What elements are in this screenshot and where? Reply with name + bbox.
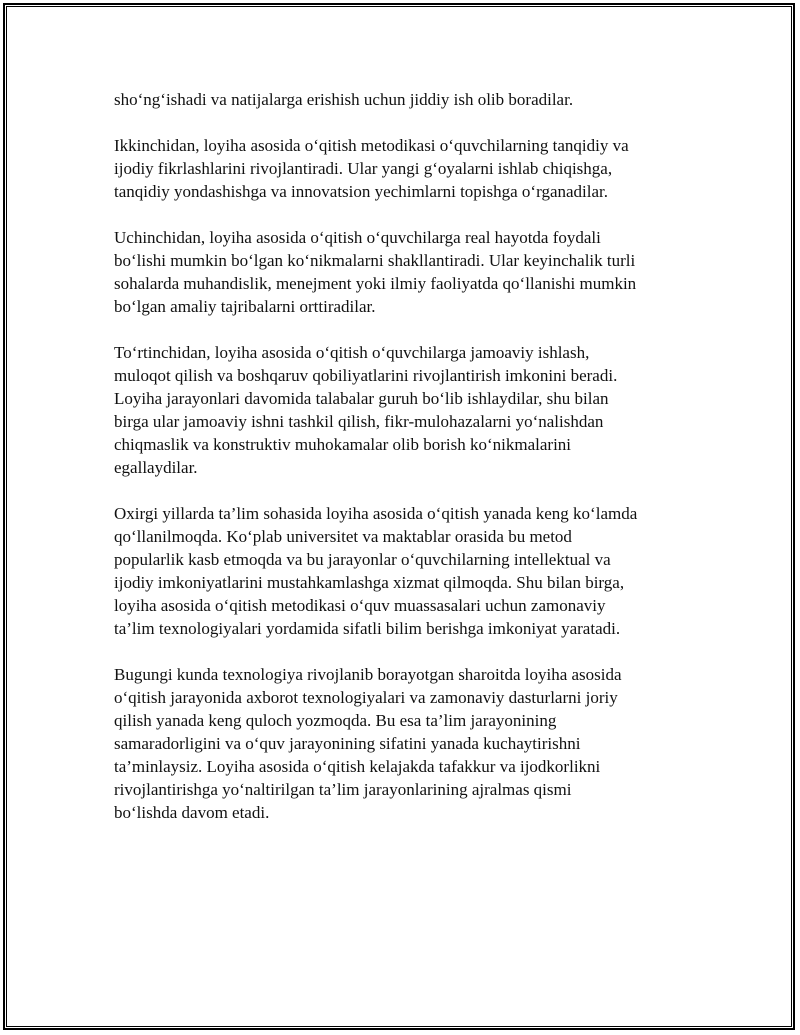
text-line: birga ular jamoaviy ishni tashkil qilish, fikr-mulohazalarni yo‘nalishdan: [114, 412, 604, 431]
document-body: [114, 88, 714, 847]
paragraph-6: [114, 663, 714, 824]
text-line: tanqidiy yondashishga va innovatsion yechimlarni topishga o‘rganadilar.: [114, 182, 609, 201]
text-line: qilish yanada keng quloch yozmoqda. Bu esa ta’lim jarayonining: [114, 711, 557, 730]
text-line: sho‘ng‘ishadi va natijalarga erishish uchun jiddiy ish olib boradilar.: [114, 90, 574, 109]
paragraph-2: [114, 134, 714, 203]
text-line: sohalarda muhandislik, menejment yoki ilmiy faoliyatda qo‘llanishi mumkin: [114, 274, 637, 293]
text-line: qo‘llanilmoqda. Ko‘plab universitet va maktablar orasida bu metod: [114, 527, 572, 546]
text-line: ijodiy imkoniyatlarini mustahkamlashga xizmat qilmoqda. Shu bilan birga,: [114, 573, 625, 592]
text-line: chiqmaslik va konstruktiv muhokamalar olib borish ko‘nikmalarini: [114, 435, 572, 454]
text-line: Ikkinchidan, loyiha asosida o‘qitish metodikasi o‘quvchilarning tanqidiy va: [114, 136, 629, 155]
text-line: popularlik kasb etmoqda va bu jarayonlar o‘quvchilarning intellektual va: [114, 550, 611, 569]
paragraph-5: [114, 502, 714, 640]
text-line: bo‘lishda davom etadi.: [114, 803, 270, 822]
text-line: To‘rtinchidan, loyiha asosida o‘qitish o‘quvchilarga jamoaviy ishlash,: [114, 343, 590, 362]
text-line: Oxirgi yillarda ta’lim sohasida loyiha asosida o‘qitish yanada keng ko‘lamda: [114, 504, 638, 523]
paragraph-4: [114, 341, 714, 479]
text-line: Uchinchidan, loyiha asosida o‘qitish o‘quvchilarga real hayotda foydali: [114, 228, 601, 247]
text-line: muloqot qilish va boshqaruv qobiliyatlarini rivojlantirish imkonini beradi.: [114, 366, 618, 385]
paragraph-1: [114, 88, 714, 111]
text-line: ta’minlaysiz. Loyiha asosida o‘qitish kelajakda tafakkur va ijodkorlikni: [114, 757, 601, 776]
text-line: loyiha asosida o‘qitish metodikasi o‘quv muassasalari uchun zamonaviy: [114, 596, 606, 615]
text-line: ijodiy fikrlashlarini rivojlantiradi. Ular yangi g‘oyalarni ishlab chiqishga,: [114, 159, 613, 178]
paragraph-3: [114, 226, 714, 318]
text-line: bo‘lgan amaliy tajribalarni orttiradilar.: [114, 297, 376, 316]
text-line: o‘qitish jarayonida axborot texnologiyalari va zamonaviy dasturlarni joriy: [114, 688, 618, 707]
text-line: rivojlantirishga yo‘naltirilgan ta’lim jarayonlarining ajralmas qismi: [114, 780, 572, 799]
text-line: Bugungi kunda texnologiya rivojlanib borayotgan sharoitda loyiha asosida: [114, 665, 622, 684]
text-line: Loyiha jarayonlari davomida talabalar guruh bo‘lib ishlaydilar, shu bilan: [114, 389, 609, 408]
text-line: egallaydilar.: [114, 458, 198, 477]
text-line: bo‘lishi mumkin bo‘lgan ko‘nikmalarni shakllantiradi. Ular keyinchalik turli: [114, 251, 636, 270]
text-line: samaradorligini va o‘quv jarayonining sifatini yanada kuchaytirishni: [114, 734, 581, 753]
text-line: ta’lim texnologiyalari yordamida sifatli bilim berishga imkoniyat yaratadi.: [114, 619, 621, 638]
